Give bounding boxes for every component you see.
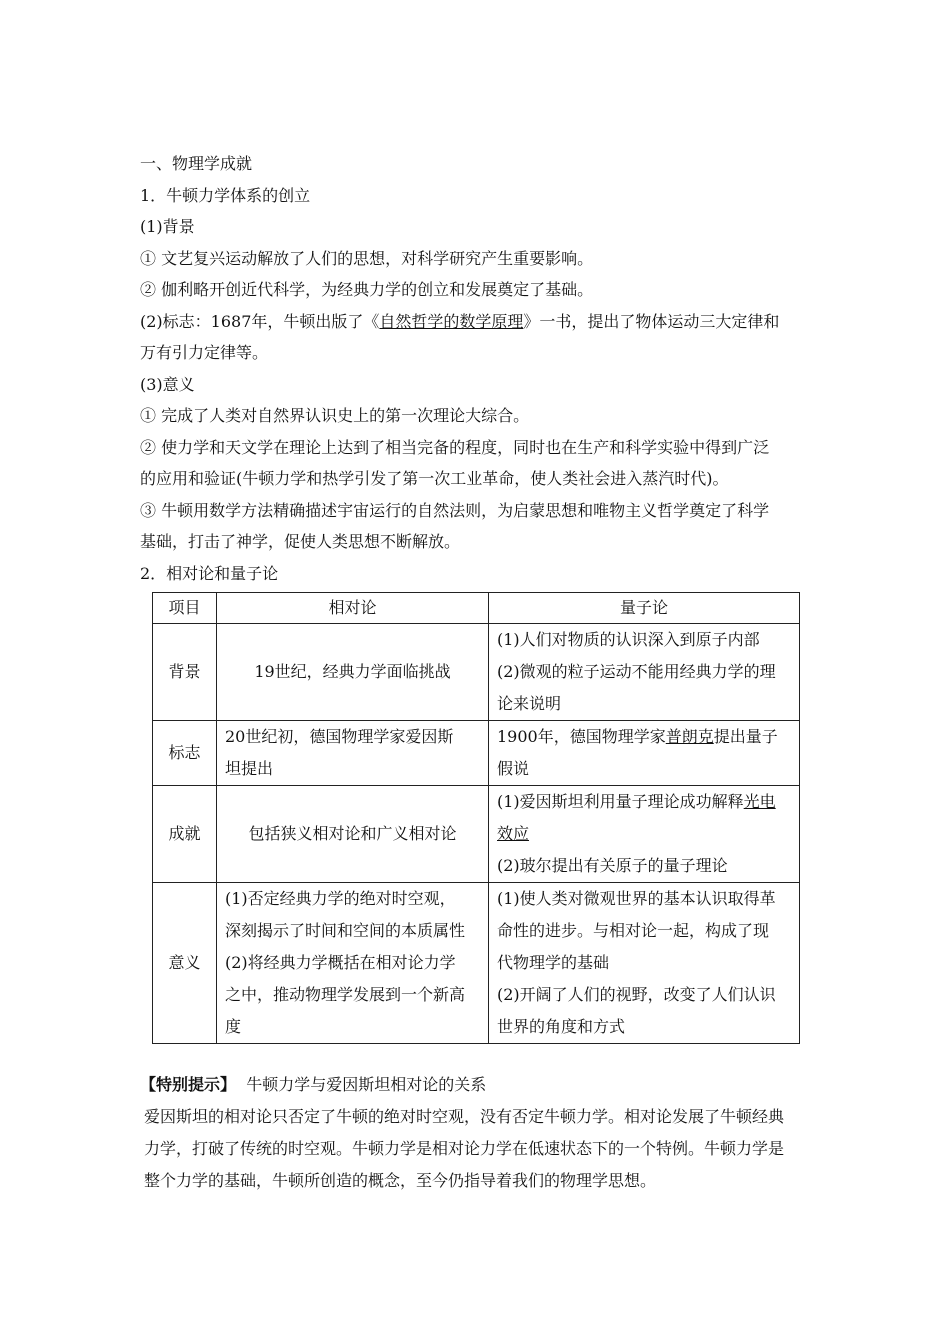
quantum-milestone-a	[497, 721, 791, 753]
quantum-significance-1c: 代物理学的基础	[497, 953, 610, 972]
background-point-1: ① 文艺复兴运动解放了人们的思想，对科学研究产生重要影响。	[140, 248, 594, 268]
quantum-background-1: (1)人们对物质的认识深入到原子内部	[497, 630, 760, 649]
table-row-achievement	[153, 786, 800, 883]
quantum-background-2b: 论来说明	[497, 694, 562, 713]
special-tip-line-3: 整个力学的基础，牛顿所创造的概念，至今仍指导着我们的物理学思想。	[144, 1170, 657, 1190]
quantum-achievement	[489, 786, 800, 883]
quantum-achievement-1-pre: (1)爱因斯坦利用量子理论成功解释	[497, 792, 744, 811]
section-title: 一、物理学成就	[140, 154, 253, 173]
milestone-line	[140, 306, 820, 338]
significance-point-2a: ② 使力学和天文学在理论上达到了相当完备的程度，同时也在生产和科学实验中得到广泛	[140, 437, 770, 457]
special-tip-line-1: 爱因斯坦的相对论只否定了牛顿的绝对时空观，没有否定牛顿力学。相对论发展了牛顿经典	[144, 1106, 785, 1126]
relativity-milestone-b: 坦提出	[225, 759, 274, 778]
book-title: 自然哲学的数学原理	[379, 311, 524, 331]
row-label-significance: 意义	[153, 883, 217, 1044]
quantum-background-2a: (2)微观的粒子运动不能用经典力学的理	[497, 662, 776, 681]
significance-point-3a: ③ 牛顿用数学方法精确描述宇宙运行的自然法则，为启蒙思想和唯物主义哲学奠定了科学	[140, 500, 770, 520]
background-point-2: ② 伽利略开创近代科学，为经典力学的创立和发展奠定了基础。	[140, 280, 594, 299]
subsection-relativity-title: 2．相对论和量子论	[140, 563, 279, 583]
special-tip-label: 【特别提示】	[140, 1075, 237, 1094]
table-header-row	[153, 593, 800, 624]
comparison-table	[152, 592, 800, 1044]
significance-point-2b: 的应用和验证(牛顿力学和热学引发了第一次工业革命，使人类社会进入蒸汽时代)。	[140, 469, 729, 488]
row-label-milestone: 标志	[153, 721, 217, 786]
relativity-achievement: 包括狭义相对论和广义相对论	[217, 786, 489, 883]
special-tip-title: 牛顿力学与爱因斯坦相对论的关系	[246, 1075, 487, 1094]
quantum-milestone	[489, 721, 800, 786]
quantum-significance	[489, 883, 800, 1044]
quantum-achievement-1b	[497, 818, 791, 850]
row-label-background: 背景	[153, 624, 217, 721]
relativity-significance	[217, 883, 489, 1044]
planck-name: 普朗克	[665, 727, 714, 746]
relativity-significance-2c: 度	[225, 1017, 242, 1036]
photoelectric-part-1: 光电	[743, 792, 776, 811]
special-tip-heading	[140, 1069, 820, 1101]
relativity-significance-1a: (1)否定经典力学的绝对时空观，	[225, 889, 456, 908]
quantum-milestone-b: 假说	[497, 759, 530, 778]
background-heading: (1)背景	[140, 217, 195, 236]
quantum-significance-1a: (1)使人类对微观世界的基本认识取得革	[497, 889, 776, 908]
quantum-background	[489, 624, 800, 721]
row-label-achievement: 成就	[153, 786, 217, 883]
quantum-achievement-1	[497, 786, 791, 818]
significance-heading: (3)意义	[140, 374, 195, 394]
relativity-milestone-a: 20世纪初，德国物理学家爱因斯	[225, 727, 454, 746]
milestone-text-pre: (2)标志：1687年，牛顿出版了《	[140, 311, 380, 331]
relativity-significance-2b: 之中，推动物理学发展到一个新高	[225, 985, 466, 1004]
header-relativity: 相对论	[217, 593, 489, 624]
relativity-significance-2a: (2)将经典力学概括在相对论力学	[225, 953, 456, 972]
quantum-significance-1b: 命性的进步。与相对论一起，构成了现	[497, 921, 770, 940]
document-page	[140, 148, 820, 1197]
milestone-text-post: 》一书，提出了物体运动三大定律和	[523, 311, 780, 331]
quantum-milestone-pre: 1900年，德国物理学家	[497, 727, 666, 746]
relativity-milestone	[217, 721, 489, 786]
milestone-continuation: 万有引力定律等。	[140, 343, 269, 362]
relativity-background: 19世纪，经典力学面临挑战	[217, 624, 489, 721]
significance-point-1: ① 完成了人类对自然界认识史上的第一次理论大综合。	[140, 406, 530, 425]
photoelectric-part-2: 效应	[497, 824, 530, 843]
header-quantum: 量子论	[489, 593, 800, 624]
subsection-newton-title: 1．牛顿力学体系的创立	[140, 185, 311, 205]
significance-point-3b: 基础，打击了神学，促使人类思想不断解放。	[140, 532, 461, 551]
quantum-significance-2a: (2)开阔了人们的视野，改变了人们认识	[497, 985, 776, 1004]
quantum-milestone-post: 提出量子	[713, 727, 778, 746]
quantum-significance-2b: 世界的角度和方式	[497, 1017, 626, 1036]
header-item: 项目	[153, 593, 217, 624]
table-row-significance	[153, 883, 800, 1044]
relativity-significance-1b: 深刻揭示了时间和空间的本质属性	[225, 921, 466, 940]
table-row-milestone	[153, 721, 800, 786]
quantum-achievement-2: (2)玻尔提出有关原子的量子理论	[497, 856, 728, 875]
table-row-background	[153, 624, 800, 721]
special-tip-line-2: 力学，打破了传统的时空观。牛顿力学是相对论力学在低速状态下的一个特例。牛顿力学是	[144, 1138, 785, 1158]
